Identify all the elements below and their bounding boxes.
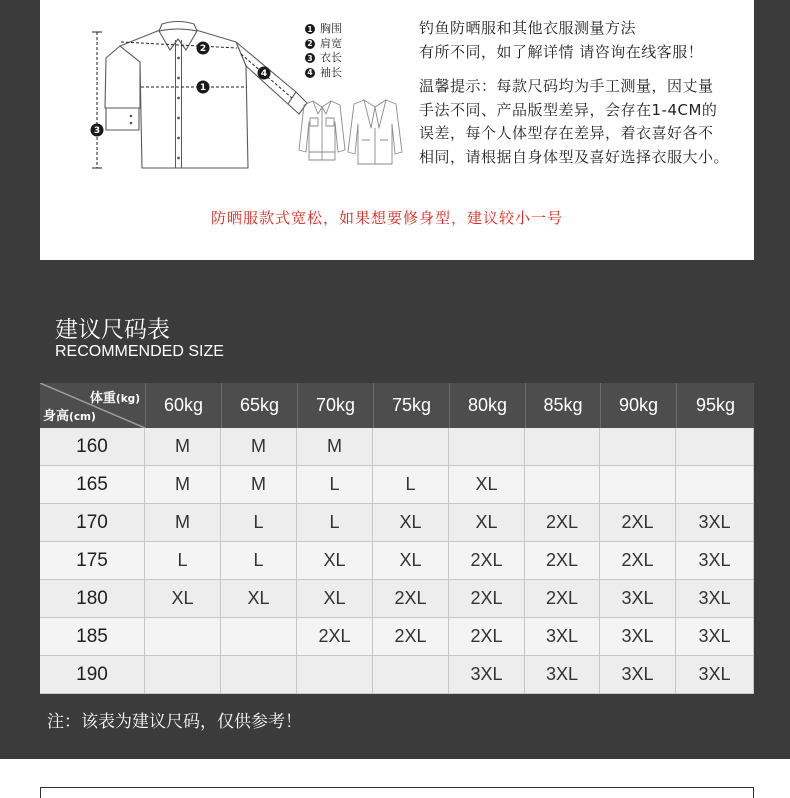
recommended-size-cell: 3XL — [525, 656, 600, 694]
recommended-size-cell: M — [145, 428, 221, 466]
size-chart-title: 建议尺码表 — [55, 317, 170, 343]
height-label: 身高 — [43, 409, 70, 424]
jacket-sketches — [296, 96, 406, 170]
measurement-intro — [419, 16, 703, 64]
recommended-size-cell — [525, 428, 600, 466]
recommended-size-cell: M — [297, 428, 373, 466]
chest-marker-number: 1 — [199, 83, 207, 94]
recommended-size-cell: L — [373, 466, 449, 504]
weight-label: 体重 — [89, 391, 116, 406]
measurement-panel — [40, 0, 754, 260]
size-chart-subtitle: RECOMMENDED SIZE — [55, 343, 224, 360]
recommended-size-cell: XL — [449, 504, 525, 542]
height-row-label: 160 — [40, 428, 145, 466]
weight-column-header: 70kg — [297, 383, 373, 428]
height-row-label: 180 — [40, 580, 145, 618]
intro-line: 钓鱼防晒服和其他衣服测量方法 — [419, 19, 637, 37]
recommended-size-cell: 2XL — [525, 504, 600, 542]
recommended-size-cell: XL — [221, 580, 297, 618]
legend-item — [305, 37, 342, 52]
recommended-size-cell: 2XL — [373, 580, 449, 618]
recommended-size-cell — [145, 618, 221, 656]
recommended-size-cell: 2XL — [600, 542, 676, 580]
blazer-sketch — [348, 100, 402, 164]
left-cuff — [106, 108, 139, 130]
length-marker — [91, 124, 104, 137]
recommended-size-cell — [600, 466, 676, 504]
weight-unit: (kg) — [115, 393, 140, 405]
sleeve-marker-number: 4 — [260, 69, 268, 80]
legend-item — [305, 66, 342, 81]
shirt-measurement-diagram — [85, 15, 310, 175]
recommended-size-cell — [373, 428, 449, 466]
recommended-size-cell: L — [145, 542, 221, 580]
recommended-size-cell: XL — [145, 580, 221, 618]
tip-line: 手法不同、产品版型差异，会存在1-4CM的 — [419, 100, 718, 119]
recommended-size-cell: 3XL — [600, 580, 676, 618]
recommended-size-cell: 2XL — [525, 580, 600, 618]
recommended-size-cell — [676, 428, 754, 466]
recommended-size-cell: 3XL — [676, 504, 754, 542]
weight-column-header: 85kg — [525, 383, 600, 428]
height-row-label: 185 — [40, 618, 145, 656]
legend-item — [305, 51, 342, 66]
legend-item — [305, 22, 342, 37]
recommended-size-cell: 2XL — [297, 618, 373, 656]
fit-advice-note: 防晒服款式宽松，如果想要修身型，建议较小一号 — [211, 209, 564, 227]
weight-column-header: 65kg — [221, 383, 297, 428]
recommended-size-cell: 2XL — [525, 542, 600, 580]
height-row-label: 190 — [40, 656, 145, 694]
sleeve-marker — [258, 67, 271, 80]
shoulder-marker-number: 2 — [199, 44, 207, 55]
recommended-size-cell: XL — [297, 542, 373, 580]
intro-line: 有所不同，如了解详情 请咨询在线客服！ — [419, 43, 704, 61]
recommended-size-cell: M — [221, 466, 297, 504]
recommended-size-cell — [145, 656, 221, 694]
measurement-tip — [419, 75, 729, 169]
recommended-size-cell: 2XL — [449, 618, 525, 656]
recommended-size-cell: XL — [449, 466, 525, 504]
recommended-size-cell: XL — [373, 542, 449, 580]
recommended-size-cell: 2XL — [449, 542, 525, 580]
recommended-size-cell: 2XL — [449, 580, 525, 618]
tip-line: 相同，请根据自身体型及喜好选择衣服大小。 — [419, 147, 730, 166]
recommended-size-cell — [297, 656, 373, 694]
recommended-size-cell: M — [145, 466, 221, 504]
recommended-size-cell: 3XL — [525, 618, 600, 656]
recommended-size-cell: 3XL — [676, 618, 754, 656]
weight-column-header: 75kg — [373, 383, 449, 428]
weight-column-header: 80kg — [449, 383, 525, 428]
tip-line: 误差，每个人体型存在差异，着衣喜好各不 — [419, 124, 714, 142]
recommended-size-cell: L — [221, 542, 297, 580]
legend-label: 衣长 — [320, 51, 342, 65]
height-unit: (cm) — [69, 411, 96, 423]
height-row-label: 170 — [40, 504, 145, 542]
chest-marker — [197, 81, 210, 94]
legend-label: 胸围 — [320, 22, 342, 36]
recommended-size-cell: 3XL — [449, 656, 525, 694]
denim-jacket-sketch — [299, 101, 345, 160]
recommended-size-cell — [221, 656, 297, 694]
tip-line: 温馨提示：每款尺码均为手工测量，因丈量 — [419, 77, 714, 95]
legend-number: 3 — [305, 53, 315, 63]
recommended-size-cell: 2XL — [373, 618, 449, 656]
recommended-size-cell: L — [221, 504, 297, 542]
size-table — [40, 383, 754, 694]
legend-number: 2 — [305, 39, 315, 49]
recommended-size-cell: M — [145, 504, 221, 542]
recommended-size-cell: 3XL — [600, 656, 676, 694]
table-corner-header — [40, 383, 145, 428]
recommended-size-cell — [221, 618, 297, 656]
next-section-frame — [40, 787, 754, 798]
height-axis-label — [43, 405, 96, 424]
recommended-size-cell: 2XL — [600, 504, 676, 542]
weight-column-header: 95kg — [676, 383, 754, 428]
recommended-size-cell: XL — [373, 504, 449, 542]
recommended-size-cell: 3XL — [600, 618, 676, 656]
recommended-size-cell: 3XL — [676, 580, 754, 618]
recommended-size-cell: M — [221, 428, 297, 466]
height-row-label: 165 — [40, 466, 145, 504]
legend-label: 袖长 — [320, 65, 342, 79]
recommended-size-cell: XL — [297, 580, 373, 618]
measurement-legend — [305, 22, 342, 80]
recommended-size-cell: 3XL — [676, 542, 754, 580]
weight-column-header: 90kg — [600, 383, 676, 428]
recommended-size-cell — [373, 656, 449, 694]
recommended-size-cell: L — [297, 504, 373, 542]
weight-column-header: 60kg — [145, 383, 221, 428]
next-section — [0, 759, 790, 798]
length-marker-number: 3 — [93, 126, 101, 137]
recommended-size-cell — [600, 428, 676, 466]
recommended-size-cell — [525, 466, 600, 504]
shoulder-marker — [197, 42, 210, 55]
recommended-size-cell: 3XL — [676, 656, 754, 694]
legend-label: 肩宽 — [320, 36, 342, 50]
recommended-size-cell: L — [297, 466, 373, 504]
size-disclaimer: 注：该表为建议尺码，仅供参考！ — [47, 712, 302, 732]
legend-number: 4 — [305, 68, 315, 78]
legend-number: 1 — [305, 24, 315, 34]
height-row-label: 175 — [40, 542, 145, 580]
recommended-size-cell — [676, 466, 754, 504]
recommended-size-cell — [449, 428, 525, 466]
weight-axis-label — [90, 387, 140, 406]
